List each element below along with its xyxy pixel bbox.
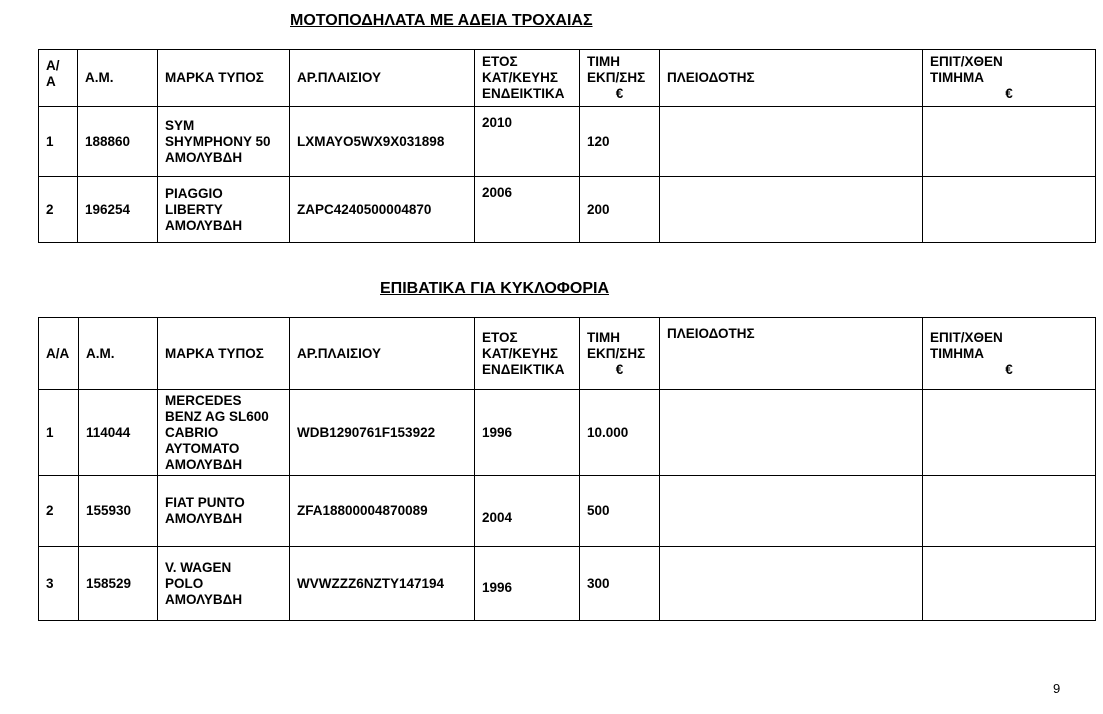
header-make: ΜΑΡΚΑ ΤΥΠΟΣ [158,318,290,390]
header-awarded: ΕΠΙΤ/ΧΘΕΝ ΤΙΜΗΜΑ € [923,318,1096,390]
passenger-cars-table [38,317,1096,621]
header-make: ΜΑΡΚΑ ΤΥΠΟΣ [158,50,290,107]
cell-am: 155930 [79,476,158,547]
cell-chassis: ZAPC4240500004870 [290,177,475,243]
cell-aa: 1 [39,107,78,177]
cell-make: FIAT PUNTO ΑΜΟΛΥΒΔΗ [158,476,290,547]
cell-price: 200 [580,177,660,243]
header-price: ΤΙΜΗ ΕΚΠ/ΣΗΣ € [580,50,660,107]
cell-make: PIAGGIO LIBERTY ΑΜΟΛΥΒΔΗ [158,177,290,243]
header-am: Α.Μ. [78,50,158,107]
cell-chassis: WDB1290761F153922 [290,390,475,476]
cell-price: 500 [580,476,660,547]
cell-bidder [660,390,923,476]
cell-bidder [660,177,923,243]
cell-chassis: LXMAYO5WX9X031898 [290,107,475,177]
table-row [39,390,1096,476]
cell-awarded [923,177,1096,243]
table-header-row [39,50,1096,107]
cell-awarded [923,107,1096,177]
cell-chassis: ZFA18800004870089 [290,476,475,547]
header-bidder: ΠΛΕΙΟΔΟΤΗΣ [660,318,923,390]
section-title-passenger-cars: ΕΠΙΒΑΤΙΚΑ ΓΙΑ ΚΥΚΛΟΦΟΡΙΑ [380,280,610,297]
table-header-row [39,318,1096,390]
header-aa: Α/Α [39,318,79,390]
cell-year: 2006 [475,177,580,243]
header-chassis: ΑΡ.ΠΛΑΙΣΙΟΥ [290,318,475,390]
cell-aa: 2 [39,476,79,547]
cell-awarded [923,547,1096,621]
motorcycles-table [38,49,1096,243]
cell-bidder [660,547,923,621]
cell-am: 158529 [79,547,158,621]
cell-year: 2010 [475,107,580,177]
cell-year: 2004 [475,476,580,547]
header-awarded: ΕΠΙΤ/ΧΘΕΝ ΤΙΜΗΜΑ € [923,50,1096,107]
cell-bidder [660,107,923,177]
cell-am: 114044 [79,390,158,476]
cell-price: 10.000 [580,390,660,476]
header-year: ΕΤΟΣ ΚΑΤ/ΚΕΥΗΣ ΕΝΔΕΙΚΤΙΚΑ [475,318,580,390]
cell-aa: 1 [39,390,79,476]
cell-price: 120 [580,107,660,177]
cell-year: 1996 [475,390,580,476]
header-am: Α.Μ. [79,318,158,390]
header-year: ΕΤΟΣ ΚΑΤ/ΚΕΥΗΣ ΕΝΔΕΙΚΤΙΚΑ [475,50,580,107]
table-row [39,547,1096,621]
header-aa: Α/ Α [39,50,78,107]
table-row [39,107,1096,177]
section-title-motorcycles: ΜΟΤΟΠΟΔΗΛΑΤΑ ΜΕ ΑΔΕΙΑ ΤΡΟΧΑΙΑΣ [290,12,593,29]
cell-chassis: WVWZZZ6NZTY147194 [290,547,475,621]
cell-price: 300 [580,547,660,621]
cell-make: SYM SHYMPHONY 50 ΑΜΟΛΥΒΔΗ [158,107,290,177]
cell-year: 1996 [475,547,580,621]
page-number: 9 [1053,681,1061,696]
cell-make: MERCEDES BENZ AG SL600 CABRIO ΑΥΤΟΜΑΤΟ ΑΜΟΛΥΒΔΗ [158,390,290,476]
header-price: ΤΙΜΗ ΕΚΠ/ΣΗΣ € [580,318,660,390]
cell-aa: 3 [39,547,79,621]
cell-am: 188860 [78,107,158,177]
table-row [39,476,1096,547]
table-row [39,177,1096,243]
cell-awarded [923,476,1096,547]
header-chassis: ΑΡ.ΠΛΑΙΣΙΟΥ [290,50,475,107]
cell-am: 196254 [78,177,158,243]
cell-make: V. WAGEN POLO ΑΜΟΛΥΒΔΗ [158,547,290,621]
cell-aa: 2 [39,177,78,243]
cell-bidder [660,476,923,547]
header-bidder: ΠΛΕΙΟΔΟΤΗΣ [660,50,923,107]
cell-awarded [923,390,1096,476]
